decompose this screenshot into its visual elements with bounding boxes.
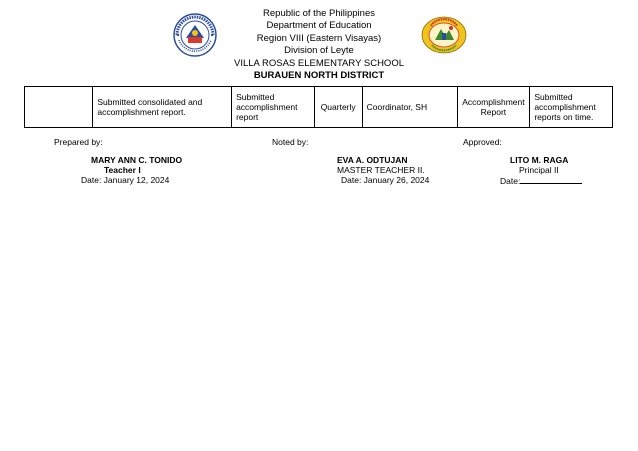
noted-by-position: MASTER TEACHER II. bbox=[337, 165, 425, 175]
prepared-by-date: Date: January 12, 2024 bbox=[81, 175, 170, 185]
district-seal-icon bbox=[421, 16, 467, 54]
noted-by-name: EVA A. ODTUJAN bbox=[337, 155, 408, 165]
document-header bbox=[0, 8, 638, 82]
noted-by-date: Date: January 26, 2024 bbox=[341, 175, 430, 185]
approved-by-date: Date: bbox=[500, 176, 521, 186]
prepared-by-position: Teacher I bbox=[104, 165, 141, 175]
table-cell-remarks: Submitted accomplishment reports on time. bbox=[530, 87, 613, 128]
table-cell-timeline: Quarterly bbox=[314, 87, 362, 128]
date-blank-line bbox=[520, 175, 582, 184]
header-district: BURAUEN NORTH DISTRICT bbox=[253, 70, 385, 82]
approved-by-name: LITO M. RAGA bbox=[510, 155, 569, 165]
accomplishment-table bbox=[24, 86, 613, 128]
header-school: VILLA ROSAS ELEMENTARY SCHOOL bbox=[233, 57, 404, 69]
approved-label: Approved: bbox=[463, 137, 502, 147]
table-cell-activity: Submitted consolidated and accomplishment report. bbox=[93, 87, 232, 128]
header-division: Division of Leyte bbox=[284, 45, 354, 57]
noted-by-label: Noted by: bbox=[272, 137, 309, 147]
table-cell-resources: Accomplishment Report bbox=[457, 87, 530, 128]
approved-by-date-row bbox=[500, 175, 582, 186]
header-region: Region VIII (Eastern Visayas) bbox=[256, 32, 382, 44]
prepared-by-name: MARY ANN C. TONIDO bbox=[91, 155, 183, 165]
table-cell-objective bbox=[25, 87, 93, 128]
table-row bbox=[25, 87, 613, 128]
approved-by-position: Principal II bbox=[519, 165, 559, 175]
table-cell-indicator: Submitted accomplishment report bbox=[232, 87, 315, 128]
deped-seal-icon bbox=[173, 13, 217, 57]
prepared-by-label: Prepared by: bbox=[54, 137, 103, 147]
table-cell-persons-involved: Coordinator, SH bbox=[362, 87, 457, 128]
header-republic: Republic of the Philippines bbox=[263, 8, 375, 19]
header-department: Department of Education bbox=[266, 20, 372, 32]
